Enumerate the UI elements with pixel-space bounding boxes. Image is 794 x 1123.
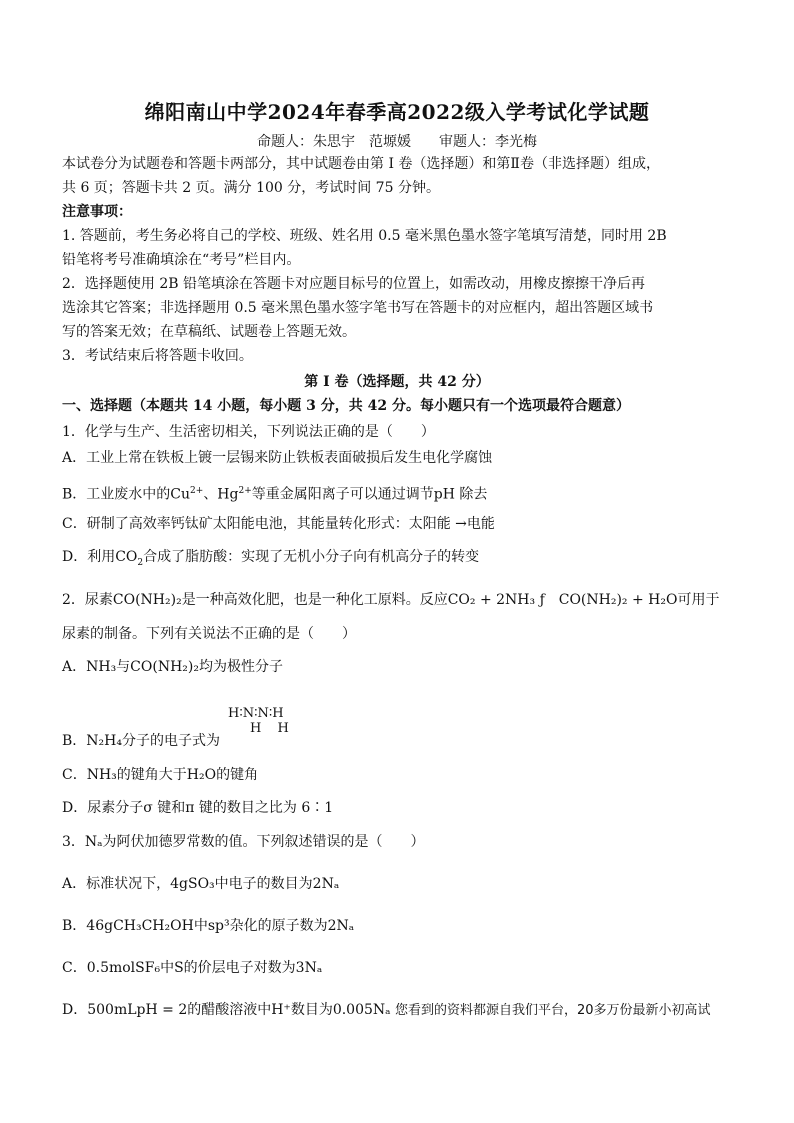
reviewer-label: 审题人： xyxy=(439,134,495,150)
section-title: 第 I 卷（选择题，共 42 分） xyxy=(304,374,490,390)
q3-option-c: C．0.5molSF₆中S的价层电子对数为3Nₐ xyxy=(62,960,323,976)
q2-option-c: C．NH₃的键角大于H₂O的键角 xyxy=(62,767,259,783)
notice-item-2-line-2: 选涂其它答案；非选择题用 0.5 毫米黑色墨水签字笔书写在答题卡的对应框内，超出答题区域书 xyxy=(62,300,654,316)
q2-stem-line-1: 2．尿素CO(NH₂)₂是一种高效化肥，也是一种化工原料。反应CO₂ + 2NH₃ ƒ CO(NH₂)₂ + H₂O可用于 xyxy=(62,592,720,608)
notice-item-2-line-1: 2．选择题使用 2B 铅笔填涂在答题卡对应题目标号的位置上，如需改动，用橡皮擦擦干净后再 xyxy=(62,276,646,292)
intro-line-1: 本试卷分为试题卷和答题卡两部分，其中试题卷由第 I 卷（选择题）和第Ⅱ卷（非选择题）组成， xyxy=(62,156,660,172)
q1-stem: 1．化学与生产、生活密切相关，下列说法正确的是（ ） xyxy=(62,424,435,440)
q1-option-b xyxy=(62,481,742,505)
lewis-top-row: H∶N∶N∶H xyxy=(228,706,284,721)
q3-option-d xyxy=(62,1000,742,1021)
q3-d-text: D．500mLpH = 2的醋酸溶液中H⁺数目为0.005Nₐ xyxy=(62,1002,391,1018)
q1-b-sup1: 2+ xyxy=(190,486,204,496)
intro-line-2: 共 6 页；答题卡共 2 页。满分 100 分，考试时间 75 分钟。 xyxy=(62,180,440,196)
q1-b-sup2: 2+ xyxy=(238,486,252,496)
q1-option-c: C．研制了高效率钙钛矿太阳能电池，其能量转化形式：太阳能 →电能 xyxy=(62,516,495,532)
q2-option-a: A．NH₃与CO(NH₂)₂均为极性分子 xyxy=(62,659,283,675)
authors-line xyxy=(0,131,794,151)
lewis-bottom-row: H H xyxy=(250,721,295,736)
q3-option-b: B．46gCH₃CH₂OH中sp³杂化的原子数为2Nₐ xyxy=(62,918,355,934)
q1-option-d xyxy=(62,547,742,573)
q1-b-post: 等重金属阳离子可以通过调节pH 除去 xyxy=(251,486,488,503)
notice-item-3: 3．考试结束后将答题卡收回。 xyxy=(62,348,253,364)
q1-b-pre: B．工业废水中的Cu xyxy=(62,486,191,503)
watermark-text: 您看到的资料都源自我们平台，20多万份最新小初高试 xyxy=(395,1003,711,1018)
reviewer: 李光梅 xyxy=(495,134,537,150)
q1-b-mid: 、Hg xyxy=(203,486,239,503)
q2-stem-line-2: 尿素的制备。下列有关说法不正确的是（ ） xyxy=(62,626,356,642)
q1-d-post: 合成了脂肪酸：实现了无机小分子向有机高分子的转变 xyxy=(143,549,480,565)
notice-heading: 注意事项： xyxy=(62,204,132,220)
section-part-heading: 一、选择题（本题共 14 小题，每小题 3 分，共 42 分。每小题只有一个选项最符合题意） xyxy=(62,398,630,414)
notice-item-2-line-3: 写的答案无效；在草稿纸、试题卷上答题无效。 xyxy=(62,324,356,340)
q2-option-b: B．N₂H₄分子的电子式为 xyxy=(62,733,220,749)
q3-stem: 3．Nₐ为阿伏加德罗常数的值。下列叙述错误的是（ ） xyxy=(62,834,425,850)
q1-d-pre: D．利用CO xyxy=(62,549,138,565)
q2-option-d: D．尿素分子σ 键和π 键的数目之比为 6∶1 xyxy=(62,800,334,816)
setter-label: 命题人： xyxy=(257,134,313,150)
page-title: 绵阳南山中学2024年春季高2022级入学考试化学试题 xyxy=(144,100,650,124)
q1-option-a: A．工业上常在铁板上镀一层锡来防止铁板表面破损后发生电化学腐蚀 xyxy=(62,450,493,466)
notice-item-1-line-2: 铅笔将考号准确填涂在“考号”栏目内。 xyxy=(62,252,301,268)
setters: 朱思宇 范塬媛 xyxy=(313,134,411,150)
notice-item-1-line-1: 1. 答题前，考生务必将自己的学校、班级、姓名用 0.5 毫米黑色墨水签字笔填写清楚，同时用 2B xyxy=(62,228,667,244)
q3-option-a: A．标准状况下，4gSO₃中电子的数目为2Nₐ xyxy=(62,876,340,892)
q1-d-sub: 2 xyxy=(137,557,144,568)
